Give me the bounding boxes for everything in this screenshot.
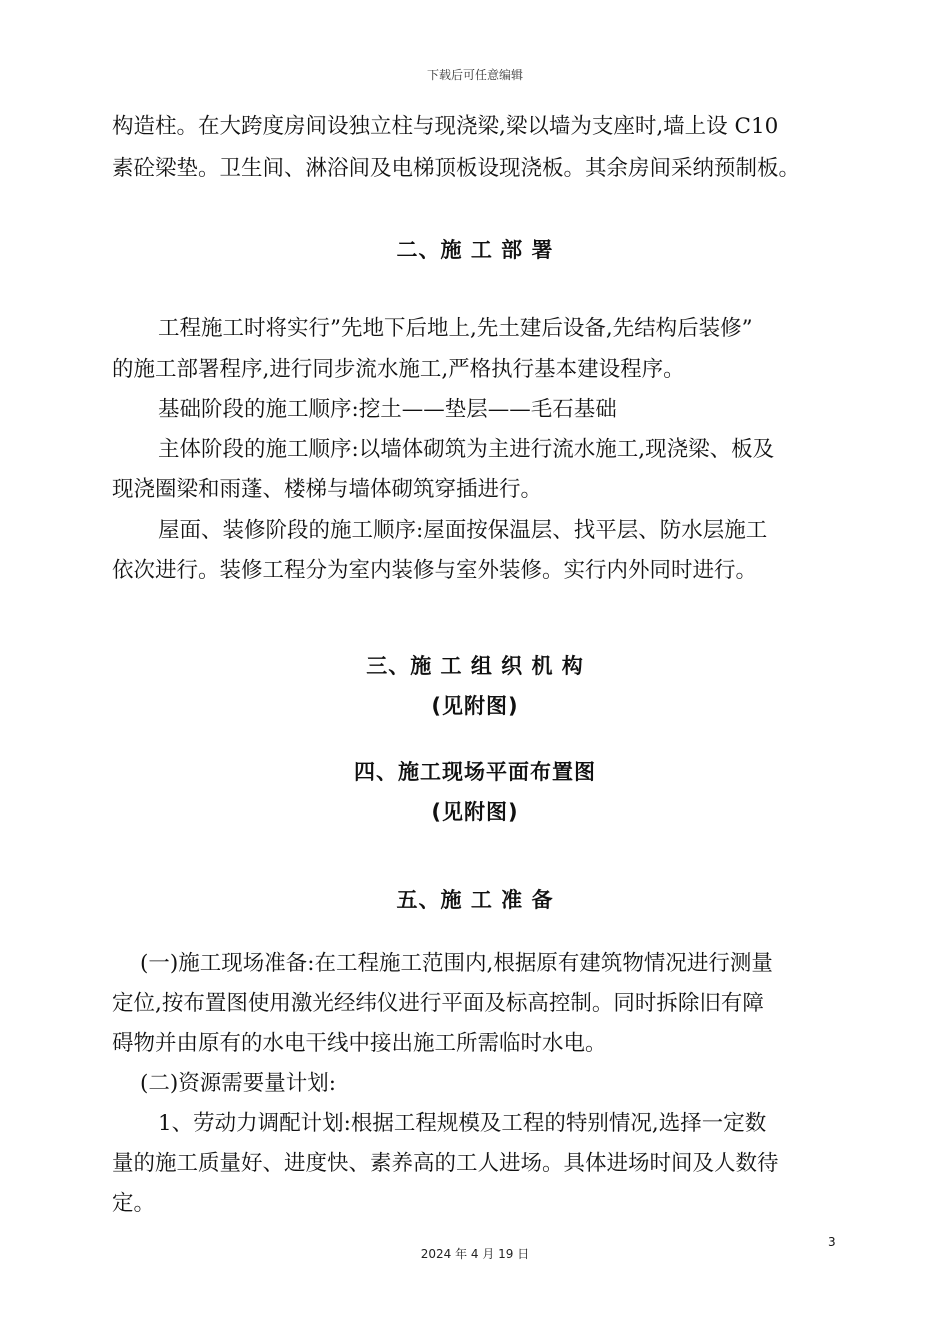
section-note-4: (见附图)	[431, 800, 519, 824]
body-line: 碍物并由原有的水电干线中接出施工所需临时水电。	[112, 1031, 607, 1056]
section-note-3: (见附图)	[431, 694, 519, 718]
body-line: (一)施工现场准备:在工程施工范围内,根据原有建筑物情况进行测量	[140, 951, 773, 976]
body-line: (二)资源需要量计划:	[140, 1071, 337, 1096]
page-header: 下载后可任意编辑	[426, 68, 523, 82]
section-heading-5: 五、施 工 准 备	[396, 888, 554, 912]
body-line: 定。	[112, 1191, 156, 1216]
footer-date: 2024 年 4 月 19 日	[420, 1247, 530, 1261]
body-line: 素砼梁垫。卫生间、淋浴间及电梯顶板设现浇板。其余房间采纳预制板。	[112, 156, 801, 181]
body-line: 1、劳动力调配计划:根据工程规模及工程的特别情况,选择一定数	[158, 1111, 767, 1136]
section-heading-3: 三、施 工 组 织 机 构	[366, 654, 584, 678]
body-line: 的施工部署程序,进行同步流水施工,严格执行基本建设程序。	[112, 357, 685, 382]
body-line: 现浇圈梁和雨蓬、楼梯与墙体砌筑穿插进行。	[112, 477, 543, 502]
body-line: 量的施工质量好、进度快、素养高的工人进场。具体进场时间及人数待	[112, 1151, 779, 1176]
body-line: 依次进行。装修工程分为室内装修与室外装修。实行内外同时进行。	[112, 558, 758, 583]
section-heading-2: 二、施 工 部 署	[396, 238, 554, 262]
page-number: 3	[828, 1235, 836, 1249]
body-line: 主体阶段的施工顺序:以墙体砌筑为主进行流水施工,现浇梁、板及	[158, 437, 775, 462]
section-heading-4: 四、施工现场平面布置图	[354, 760, 596, 784]
body-line: 基础阶段的施工顺序:挖土——垫层——毛石基础	[158, 397, 617, 422]
body-line: 工程施工时将实行”先地下后地上,先土建后设备,先结构后装修”	[158, 316, 753, 341]
body-line: 构造柱。在大跨度房间设独立柱与现浇梁,梁以墙为支座时,墙上设 C10	[112, 114, 779, 139]
body-line: 定位,按布置图使用激光经纬仪进行平面及标高控制。同时拆除旧有障	[112, 991, 764, 1016]
body-line: 屋面、装修阶段的施工顺序:屋面按保温层、找平层、防水层施工	[158, 518, 768, 543]
